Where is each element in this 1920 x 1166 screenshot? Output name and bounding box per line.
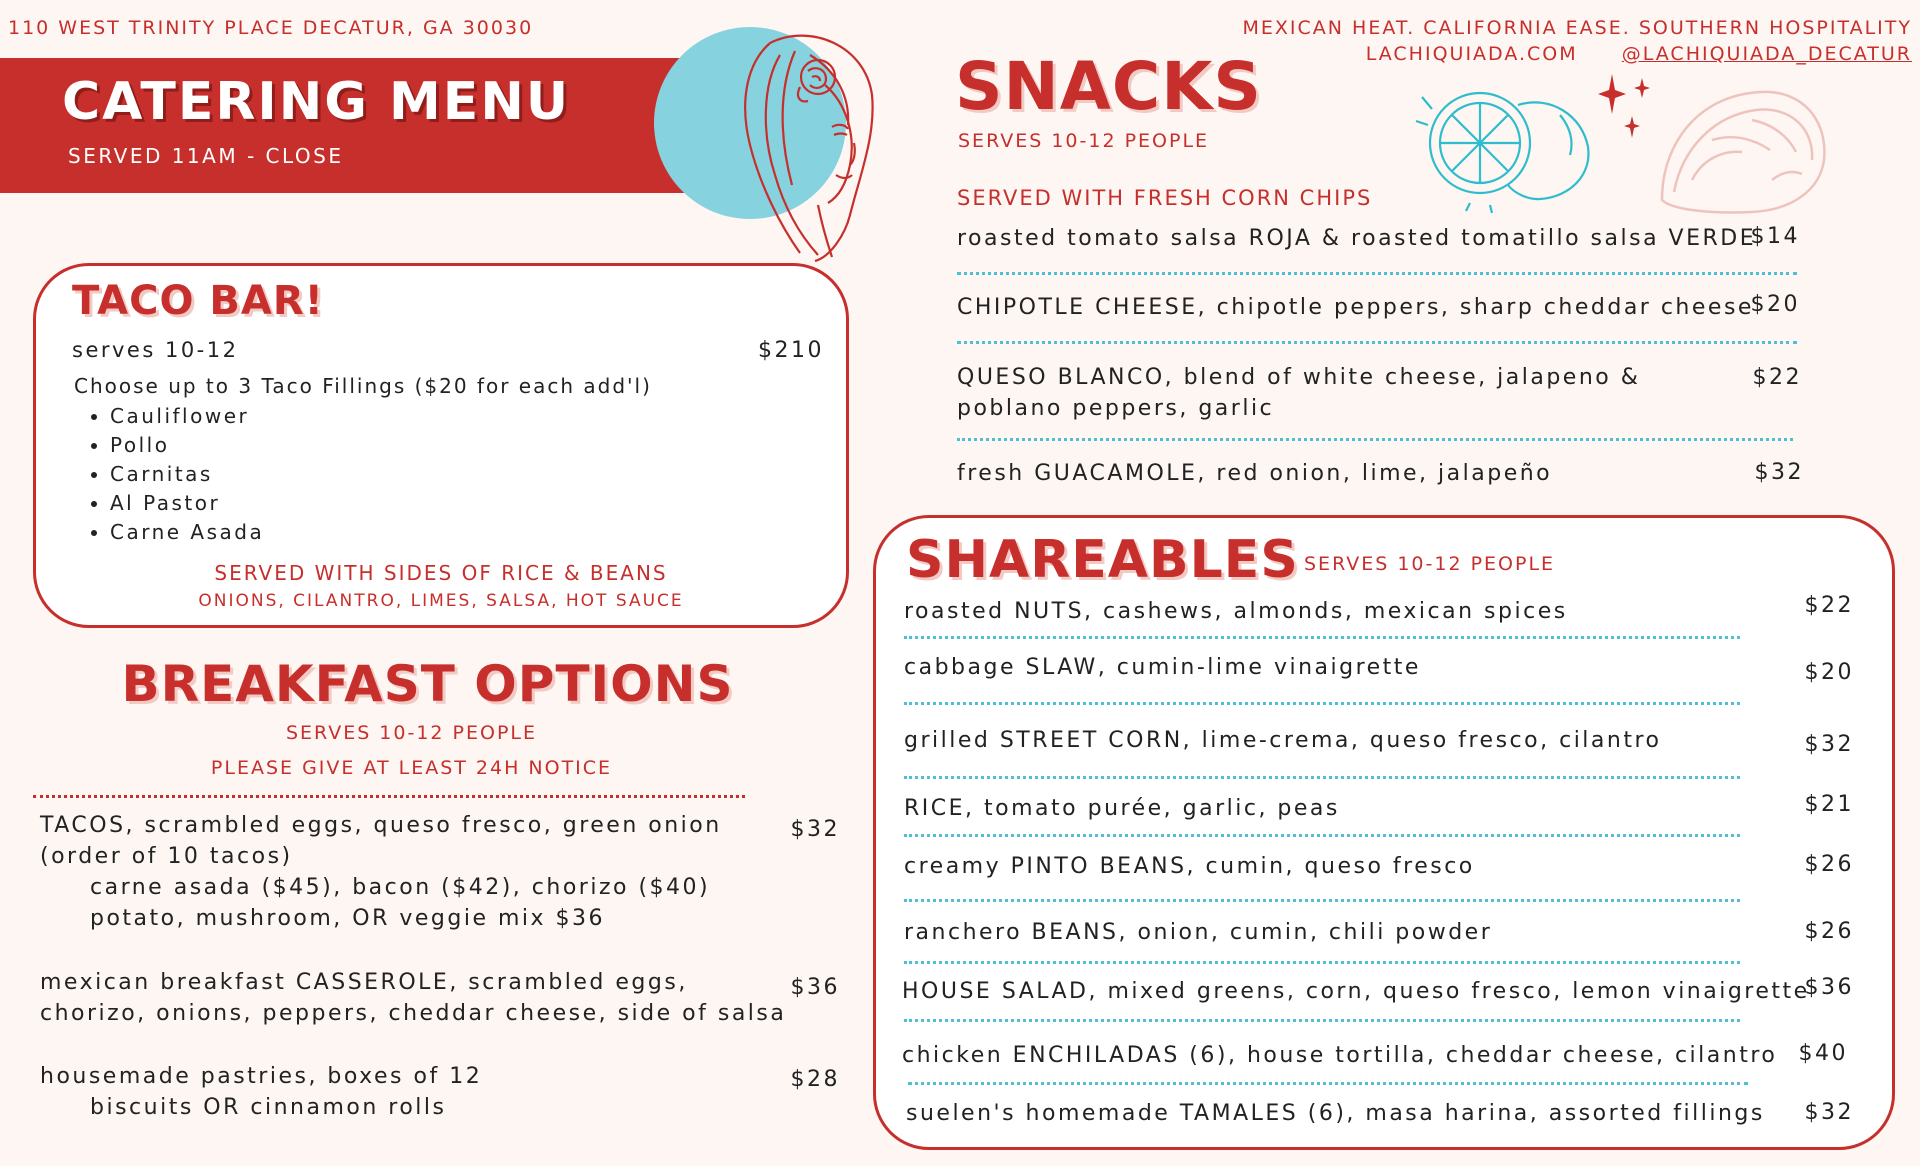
- taco-fillings-list: [74, 402, 264, 547]
- breakfast-item: [40, 810, 722, 934]
- shareable-item: ranchero BEANS, onion, cumin, chili powder: [904, 920, 1493, 945]
- banner-title: CATERING MENU: [62, 72, 571, 132]
- item-price: $32: [1804, 732, 1854, 757]
- shareable-divider: [904, 961, 1740, 964]
- shareable-item: chicken ENCHILADAS (6), house tortilla, cheddar cheese, cilantro: [902, 1043, 1778, 1068]
- shareable-divider: [904, 899, 1740, 902]
- shareable-item: creamy PINTO BEANS, cumin, queso fresco: [904, 854, 1475, 879]
- item-price: $36: [1804, 975, 1854, 1000]
- social-link[interactable]: @LACHIQUIADA_DECATUR: [1621, 43, 1912, 65]
- tagline: MEXICAN HEAT. CALIFORNIA EASE. SOUTHERN HOSPITALITY: [1242, 17, 1912, 39]
- taco-bar-choose: Choose up to 3 Taco Fillings ($20 for each add'l): [74, 374, 652, 398]
- contact-line: [1366, 43, 1912, 65]
- shareable-item: cabbage SLAW, cumin-lime vinaigrette: [904, 655, 1421, 680]
- shareable-item: suelen's homemade TAMALES (6), masa harina, assorted fillings: [906, 1101, 1765, 1126]
- breakfast-serves: SERVES 10-12 PEOPLE: [285, 722, 538, 744]
- item-price: $14: [1750, 224, 1800, 249]
- shareable-divider: [904, 834, 1740, 837]
- snack-item: fresh GUACAMOLE, red onion, lime, jalapeño: [957, 461, 1553, 486]
- website-link[interactable]: LACHIQUIADA.COM: [1365, 43, 1578, 65]
- list-item: • Carne Asada: [110, 518, 264, 547]
- breakfast-title: BREAKFAST OPTIONS: [121, 655, 734, 713]
- lime-icon: [1410, 75, 1600, 215]
- shareable-divider: [904, 702, 1740, 705]
- snack-divider: [957, 341, 1797, 344]
- breakfast-item: [40, 967, 786, 1029]
- item-price: $26: [1804, 852, 1854, 877]
- item-price: $32: [1804, 1100, 1854, 1125]
- breakfast-divider: [33, 795, 745, 798]
- item-detail: (order of 10 tacos): [40, 844, 293, 869]
- shareable-divider: [904, 1019, 1740, 1022]
- snacks-serves: SERVES 10-12 PEOPLE: [958, 130, 1210, 152]
- shareable-divider: [904, 636, 1740, 639]
- woman-illustration-icon: [650, 25, 895, 265]
- item-price: $32: [1754, 460, 1804, 485]
- item-price: $26: [1804, 919, 1854, 944]
- snack-item: CHIPOTLE CHEESE, chipotle peppers, sharp cheddar cheese: [957, 295, 1754, 320]
- item-price: $28: [790, 1067, 840, 1092]
- breakfast-item: [40, 1061, 482, 1123]
- shareable-item: grilled STREET CORN, lime-crema, queso fresco, cilantro: [904, 728, 1662, 753]
- item-price: $20: [1750, 292, 1800, 317]
- item-price: $32: [790, 817, 840, 842]
- taco-bar-title: TACO BAR!: [72, 278, 324, 324]
- item-name: TACOS, scrambled eggs, queso fresco, green onion: [40, 813, 722, 838]
- snack-item: [957, 362, 1640, 424]
- banner-subtitle: SERVED 11AM - CLOSE: [68, 144, 344, 168]
- shareables-title: SHAREABLES: [906, 530, 1299, 590]
- item-name: mexican breakfast CASSEROLE, scrambled eggs,: [40, 970, 688, 995]
- item-price: $36: [790, 975, 840, 1000]
- list-item: • Al Pastor: [110, 489, 264, 518]
- item-price: $21: [1804, 792, 1854, 817]
- taco-icon: [1652, 80, 1832, 220]
- taco-bar-box: [33, 263, 849, 628]
- item-name: housemade pastries, boxes of 12: [40, 1064, 483, 1089]
- snacks-served-with: SERVED WITH FRESH CORN CHIPS: [957, 186, 1373, 210]
- item-option: biscuits OR cinnamon rolls: [90, 1095, 447, 1120]
- item-price: $22: [1804, 593, 1854, 618]
- snack-divider: [957, 272, 1797, 275]
- breakfast-notice: PLEASE GIVE AT LEAST 24H NOTICE: [210, 757, 613, 779]
- item-option: potato, mushroom, OR veggie mix $36: [90, 906, 606, 931]
- shareables-serves: SERVES 10-12 PEOPLE: [1304, 553, 1556, 575]
- shareable-item: HOUSE SALAD, mixed greens, corn, queso fresco, lemon vinaigrette: [902, 979, 1810, 1004]
- item-price: $20: [1804, 660, 1854, 685]
- list-item: • Cauliflower: [110, 402, 264, 431]
- sparkle-icon: [1598, 72, 1658, 142]
- snack-item: roasted tomato salsa ROJA & roasted tomatillo salsa VERDE: [957, 226, 1757, 251]
- item-detail: poblano peppers, garlic: [957, 396, 1275, 421]
- snacks-title: SNACKS: [955, 48, 1262, 125]
- shareable-divider: [904, 776, 1740, 779]
- shareable-item: RICE, tomato purée, garlic, peas: [904, 796, 1340, 821]
- snack-divider: [957, 438, 1793, 441]
- catering-banner: [0, 58, 690, 193]
- item-option: carne asada ($45), bacon ($42), chorizo ($40): [90, 875, 711, 900]
- shareable-divider: [908, 1082, 1748, 1085]
- list-item: • Pollo: [110, 431, 264, 460]
- taco-bar-price: $210: [758, 338, 824, 363]
- item-detail: chorizo, onions, peppers, cheddar cheese, side of salsa: [40, 1001, 787, 1026]
- taco-bar-extras: ONIONS, CILANTRO, LIMES, SALSA, HOT SAUCE: [198, 591, 684, 611]
- item-name: QUESO BLANCO, blend of white cheese, jalapeno &: [957, 365, 1641, 390]
- taco-bar-serves: serves 10-12: [72, 338, 239, 362]
- address: 110 WEST TRINITY PLACE DECATUR, GA 30030: [8, 17, 534, 39]
- list-item: • Carnitas: [110, 460, 264, 489]
- taco-bar-sides: SERVED WITH SIDES OF RICE & BEANS: [214, 561, 668, 585]
- shareable-item: roasted NUTS, cashews, almonds, mexican spices: [904, 599, 1568, 624]
- item-price: $40: [1798, 1041, 1848, 1066]
- item-price: $22: [1752, 365, 1802, 390]
